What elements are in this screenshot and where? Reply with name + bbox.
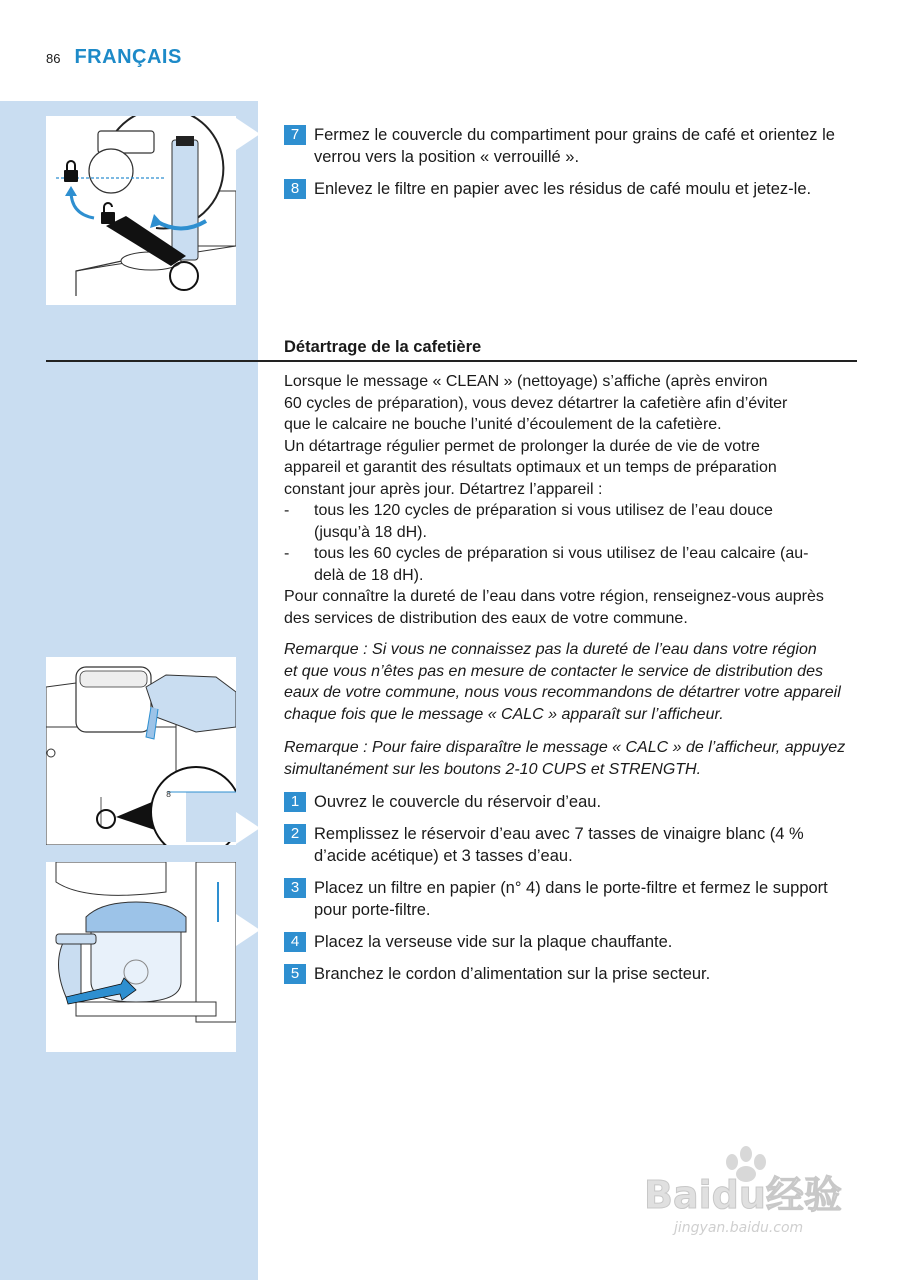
text-line: Remarque : Si vous ne connaissez pas la dureté de l’eau dans votre région (284, 641, 817, 658)
note-calc-reset (284, 737, 858, 780)
page-number: 86 (46, 51, 61, 66)
text-line: constant jour après jour. Détartrez l’appareil : (284, 480, 603, 498)
section-title: Détartrage de la cafetière (284, 338, 482, 356)
text-line: tous les 120 cycles de préparation si vous utilisez de l’eau douce (314, 502, 773, 519)
text-line: eaux de votre commune, nous vous recommandons de détartrer votre appareil (284, 684, 841, 701)
step-text: Branchez le cordon d’alimentation sur la prise secteur. (314, 965, 711, 983)
watermark (640, 1140, 870, 1240)
language-title: FRANÇAIS (74, 46, 182, 68)
list-item (284, 500, 858, 543)
step-text: Placez un filtre en papier (n° 4) dans le porte-filtre et fermez le support pour porte-filtre. (314, 879, 828, 919)
watermark-brand: Baidu经验 (644, 1173, 842, 1217)
text-line: tous les 60 cycles de préparation si vous utilisez de l’eau calcaire (au- (314, 545, 809, 562)
descaling-intro (284, 371, 858, 629)
step-number-badge: 7 (284, 125, 306, 145)
step-number-badge: 8 (284, 179, 306, 199)
svg-text:8: 8 (166, 790, 172, 799)
text-line: delà de 18 dH). (314, 566, 424, 584)
step-text: Fermez le couvercle du compartiment pour grains de café et orientez le verrou vers la position « verrouillé ». (314, 126, 835, 166)
page-header (46, 46, 182, 70)
step-number-badge: 4 (284, 932, 306, 952)
text-line: Pour connaître la dureté de l’eau dans votre région, renseignez-vous auprès (284, 588, 824, 605)
illustration-filter-lock (46, 116, 236, 305)
illustration-carafe (46, 862, 236, 1052)
callout-pointer (236, 118, 260, 150)
step-number-badge: 5 (284, 964, 306, 984)
callout-pointer (236, 812, 260, 844)
text-line: et que vous n’êtes pas en mesure de contacter le service de distribution des (284, 662, 823, 680)
step-number-badge: 1 (284, 792, 306, 812)
text-line: (jusqu’à 18 dH). (314, 523, 427, 541)
text-line: Remarque : Pour faire disparaître le message « CALC » de l’afficheur, appuyez (284, 739, 846, 756)
text-line: chaque fois que le message « CALC » apparaît sur l’afficheur. (284, 705, 724, 723)
text-line: Lorsque le message « CLEAN » (nettoyage) s’affiche (après environ (284, 373, 768, 390)
step-2 (284, 823, 854, 867)
step-8 (284, 178, 854, 200)
section-divider (46, 360, 857, 362)
list-item (284, 543, 858, 586)
text-line: que le calcaire ne bouche l’unité d’écoulement de la cafetière. (284, 416, 722, 433)
callout-pointer (236, 914, 260, 946)
step-5 (284, 963, 854, 985)
illustration-fill-reservoir (46, 657, 236, 845)
step-1 (284, 791, 854, 813)
step-text: Placez la verseuse vide sur la plaque chauffante. (314, 933, 673, 951)
text-line: des services de distribution des eaux de votre commune. (284, 609, 688, 627)
list-dash: - (284, 502, 290, 519)
list-dash: - (284, 545, 290, 562)
step-4 (284, 931, 854, 953)
step-3 (284, 877, 854, 921)
step-number-badge: 3 (284, 878, 306, 898)
step-text: Ouvrez le couvercle du réservoir d’eau. (314, 793, 602, 811)
text-line: 60 cycles de préparation), vous devez détartrer la cafetière afin d’éviter (284, 394, 788, 412)
text-line: simultanément sur les boutons 2-10 CUPS et STRENGTH. (284, 760, 702, 778)
note-water-hardness (284, 639, 858, 725)
step-7 (284, 124, 854, 168)
step-text: Enlevez le filtre en papier avec les résidus de café moulu et jetez-le. (314, 180, 812, 198)
text-line: appareil et garantit des résultats optimaux et un temps de préparation (284, 459, 777, 476)
text-line: Un détartrage régulier permet de prolonger la durée de vie de votre (284, 437, 760, 455)
step-text: Remplissez le réservoir d’eau avec 7 tasses de vinaigre blanc (4 % d’acide acétique) et 3 tasses d’eau. (314, 825, 804, 865)
step-number-badge: 2 (284, 824, 306, 844)
watermark-url: jingyan.baidu.com (674, 1220, 804, 1236)
